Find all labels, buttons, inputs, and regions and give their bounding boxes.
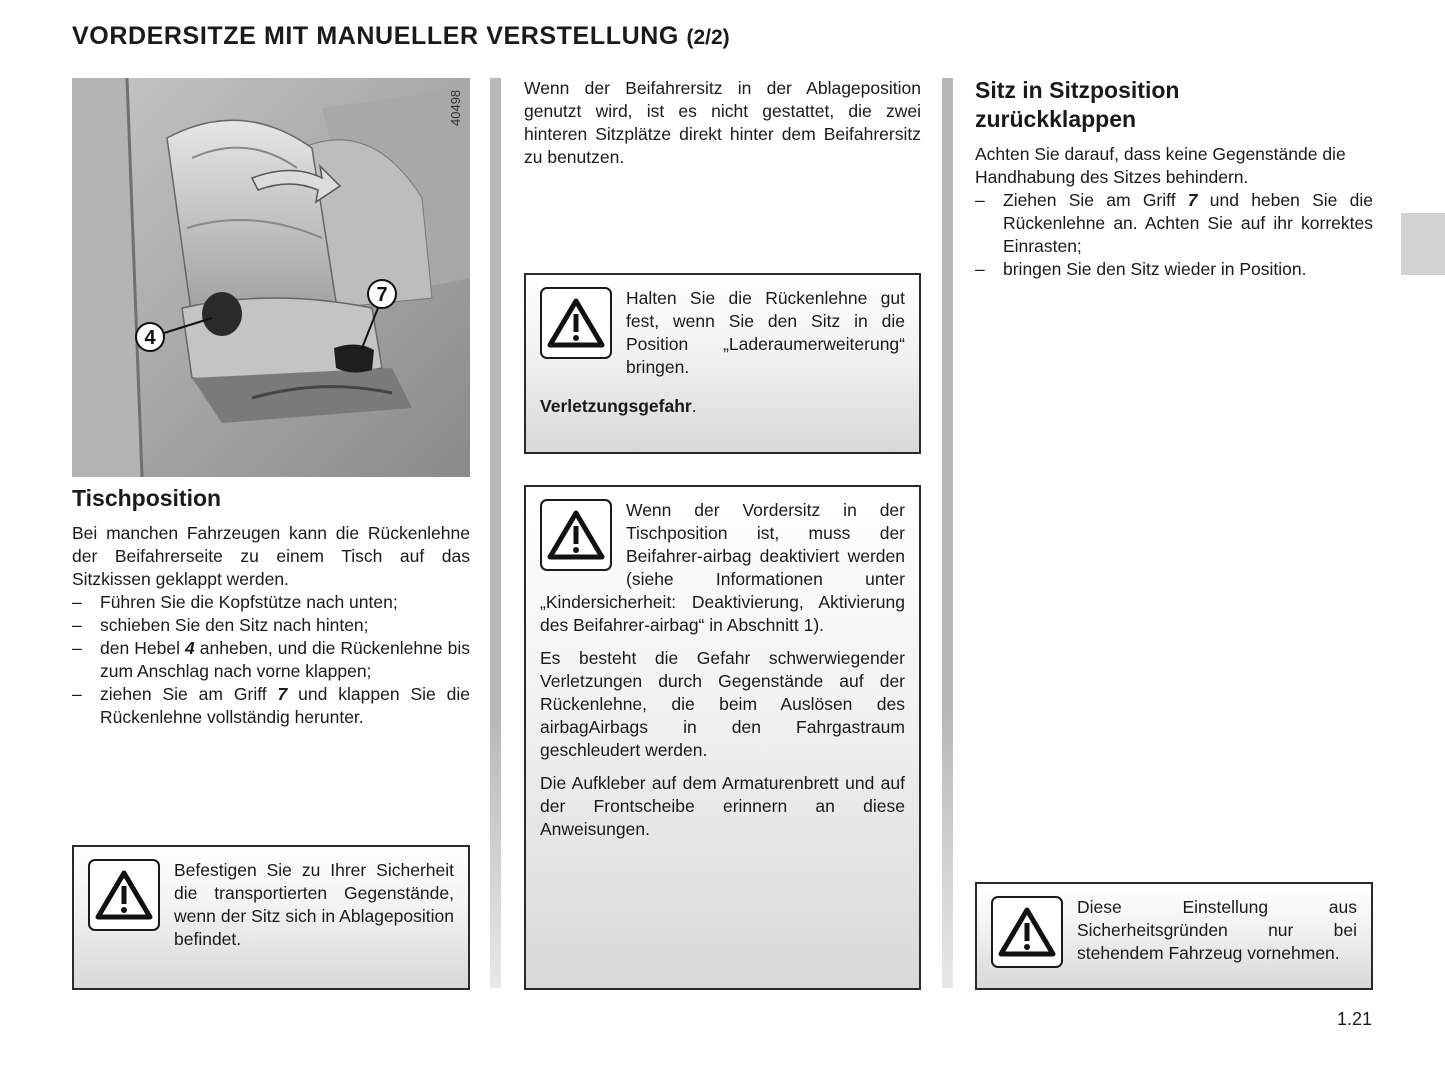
list-item: – Ziehen Sie am Griff 7 und heben Sie die Rückenlehne an. Achten Sie auf ihr korrektes Einrasten; xyxy=(975,189,1373,258)
warning-text: Diese Einstellung aus Sicherheitsgründen nur bei stehendem Fahrzeug vornehmen. xyxy=(1077,897,1357,963)
warning-text: Befestigen Sie zu Ihrer Sicherheit die transportierten Gegenstände, wenn der Sitz sich in Ablageposition befindet. xyxy=(174,860,454,949)
ref-number: 7 xyxy=(1187,190,1198,210)
warning-box-left xyxy=(72,845,470,990)
warning-triangle-icon xyxy=(991,896,1063,968)
page-title xyxy=(72,22,730,51)
right-intro: Achten Sie darauf, dass keine Gegenstände die Handhabung des Sitzes behindern. xyxy=(975,144,1346,187)
warning-box-right xyxy=(975,882,1373,990)
list-item: – bringen Sie den Sitz wieder in Position. xyxy=(975,258,1373,281)
callout-7-label: 7 xyxy=(376,284,388,306)
ref-number: 4 xyxy=(185,638,195,658)
ref-number: 7 xyxy=(277,684,288,704)
left-column xyxy=(72,484,470,729)
left-steps xyxy=(72,591,470,729)
column-separator-left xyxy=(490,78,501,988)
list-item: – schieben Sie den Sitz nach hinten; xyxy=(72,614,470,637)
warning-triangle-icon xyxy=(540,287,612,359)
column-separator-right xyxy=(942,78,953,988)
callout-4-label: 4 xyxy=(144,327,156,349)
warning-text: Wenn der Vordersitz in der Tischposition ist, muss der Beifahrer-airbag deaktiviert werden (siehe Informationen unter „Kindersicherheit: Deaktivierung, Aktivierung des Beifahrer-airbag“ in Abschnitt 1). xyxy=(540,500,905,635)
list-item: – Führen Sie die Kopfstütze nach unten; xyxy=(72,591,470,614)
list-item: – den Hebel 4 anheben, und die Rückenlehne bis zum Anschlag nach vorne klappen; xyxy=(72,637,470,683)
warning-triangle-icon xyxy=(88,859,160,931)
figure-code: 40498 xyxy=(448,89,463,126)
seat-illustration xyxy=(72,78,470,477)
page-number: 1.21 xyxy=(1336,1009,1372,1029)
warning-text: Halten Sie die Rückenlehne gut fest, wenn Sie den Sitz in die Position „Laderaumerweiterung“ bringen. xyxy=(626,288,905,377)
warning-text: Die Aufkleber auf dem Armaturenbrett und auf der Frontscheibe erinnern an diese Anweisungen. xyxy=(540,773,905,839)
right-steps xyxy=(975,189,1373,281)
warning-text: Es besteht die Gefahr schwerwiegender Verletzungen durch Gegenstände auf der Rückenlehne, die beim Auslösen des airbagAirbags in den Fahrgastraum geschleudert werden. xyxy=(540,648,905,760)
warning-box-middle-1 xyxy=(524,273,921,454)
page-title-main: VORDERSITZE MIT MANUELLER VERSTELLUNG xyxy=(72,22,679,50)
section-heading-tischposition: Tischposition xyxy=(72,485,222,511)
middle-intro: Wenn der Beifahrersitz in der Ablageposition genutzt wird, ist es nicht gestattet, die zwei hinteren Sitzplätze direkt hinter dem Beifahrersitz zu benutzen. xyxy=(524,78,921,167)
section-heading-sitzposition: Sitz in Sitzposition zurückklappen xyxy=(975,77,1180,132)
right-column xyxy=(975,76,1373,281)
warning-box-middle-2 xyxy=(524,485,921,990)
warning-triangle-icon xyxy=(540,499,612,571)
section-tab-marker xyxy=(1401,213,1445,275)
page-title-suffix: (2/2) xyxy=(686,26,730,49)
left-intro: Bei manchen Fahrzeugen kann die Rückenlehne der Beifahrerseite zu einem Tisch auf das Sitzkissen geklappt werden. xyxy=(72,523,470,589)
danger-line: Verletzungsgefahr. xyxy=(540,396,697,416)
danger-label: Verletzungsgefahr xyxy=(540,396,692,416)
list-item: – ziehen Sie am Griff 7 und klappen Sie die Rückenlehne vollständig herunter. xyxy=(72,683,470,729)
